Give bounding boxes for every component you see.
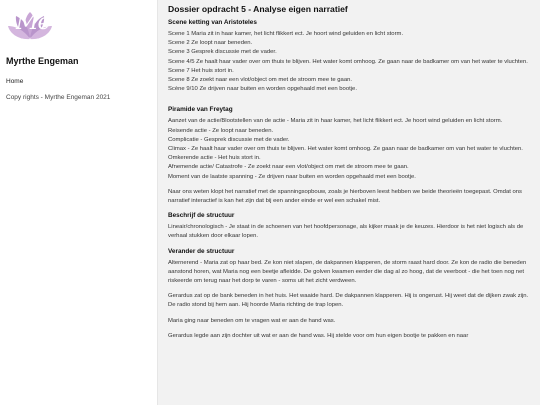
main-content (158, 0, 540, 405)
freytag-line: Complicatie - Gesprek discussie met de vader. (168, 136, 290, 143)
sidebar (0, 0, 158, 405)
nav-home-link[interactable]: Home (6, 78, 24, 85)
change-paragraph: Gerardus legde aan zijn dochter uit wat er aan de hand was. Hij stelde voor om hun eigen bootje te pakken en naar (168, 332, 469, 339)
scene-line: Scene 1 Maria zit in haar kamer, het licht flikkert ect. Je hoort wind geluiden en licht storm. (168, 31, 404, 37)
scene-line: Scène 9/10 Ze drijven naar buiten en worden opgehaald met een bootje. (168, 86, 357, 93)
freytag-heading: Piramide van Freytag (168, 106, 233, 114)
scene-line: Scene 2 Ze loopt naar beneden. (168, 40, 253, 47)
site-logo[interactable] (6, 6, 54, 46)
freytag-line: Reisende actie - Ze loopt naar beneden. (168, 127, 274, 134)
scene-line: Scene 8 Ze zoekt naar een vlot/object om met de stroom mee te gaan. (168, 77, 353, 84)
site-title[interactable]: Myrthe Engeman (6, 56, 79, 66)
scene-heading: Scene ketting van Aristoteles (168, 19, 257, 26)
structure-heading: Beschrijf de structuur (168, 212, 235, 220)
freytag-line: Aanzet van de actie/Blootstellen van de actie - Maria zit in haar kamer, het licht flikkert ect. Je hoort wind geluiden en licht storm. (168, 118, 503, 125)
logo-text: Me (16, 10, 50, 35)
freytag-line: Afnemende actie/ Catastrofe - Ze zoekt naar een vlot/object om met de stroom mee te gaan. (168, 164, 409, 171)
freytag-line: Omkerende actie - Het huis stort in. (168, 155, 261, 162)
freytag-note: Naar ons weten klopt het narratief met de spanningsopbouw, zoals je hierboven leest hebben we beide theorieën toegepast. Omdat ons narratief interactief is kan het zijn dat bij een ander einde er wel een schakel mist. (168, 188, 522, 205)
scene-line: Scene 3 Gesprek discussie met de vader. (168, 49, 277, 56)
change-paragraph: Maria ging naar beneden om te vragen wat er aan de hand was. (168, 317, 336, 324)
freytag-line: Moment van de laatste spanning - Ze drijven naar buiten en worden opgehaald met een bootje. (168, 173, 416, 180)
change-paragraph: Alternerend - Maria zat op haar bed. Ze kon niet slapen, de dakpannen klapperen, de storm raast hard door. Ze kon de radio die beneden aanstond horen, wat Maria nog een beetje afleidde. De golven kwamen eerder die dag al zo hoog, dat de veerboot - die het toen nog net riskeerde om terug naar het dorp te varen - soms uit het zicht verdween. (168, 259, 527, 285)
scene-line: Scene 7 Het huis stort in. (168, 67, 234, 74)
copyright-text: Copy rights - Myrthe Engeman 2021 (6, 94, 111, 101)
scene-line: Scene 4/5 Ze haalt haar vader over om thuis te blijven. Het water komt omhoog. Ze gaan naar de badkamer om van het water te vluchten. (168, 58, 528, 65)
page-title: Dossier opdracht 5 - Analyse eigen narratief (168, 4, 348, 14)
change-paragraph: Gerardus zat op de bank beneden in het huis. Het waaide hard. De dakpannen klapperen. Hij is ongerust. Hij weet dat de dijken zwak zijn. De radio stond bij hem aan. Hij hoorde Maria richting de trap lopen. (168, 293, 529, 309)
change-structure-heading: Verander de structuur (168, 247, 235, 255)
structure-text: Lineair/chronologisch - Je staat in de schoenen van het hoofdpersonage, als kijker maak je de keuzes. Hierdoor is het niet logisch als de verhaal stukken door elkaar lopen. (168, 224, 524, 240)
freytag-line: Climax - Ze haalt haar vader over om thuis te blijven. Het water komt omhoog. Ze gaan naar de badkamer om van het water te vluchten. (168, 146, 523, 153)
